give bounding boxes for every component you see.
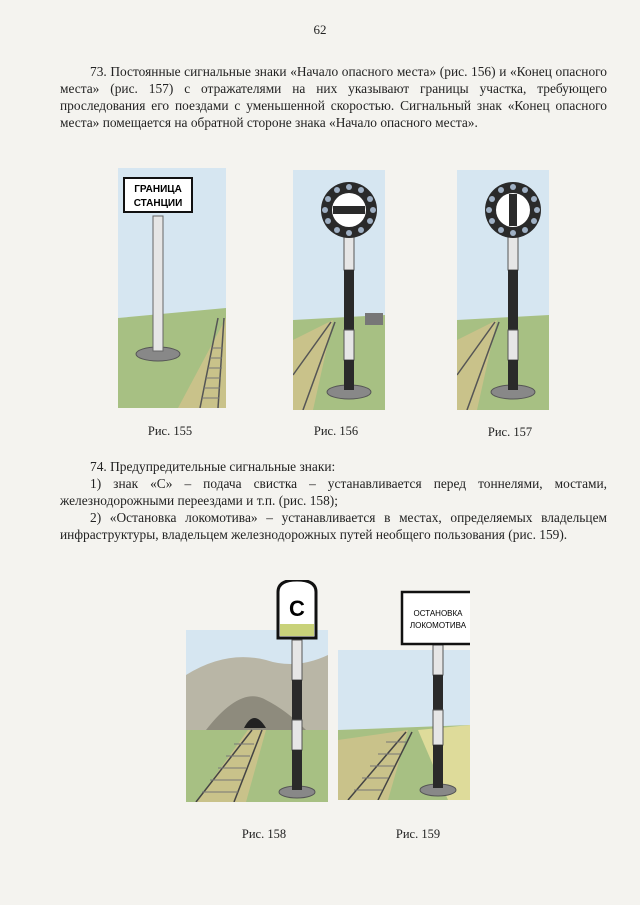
paragraph-74-item1: 1) знак «С» – подача свистка – устанавливается перед тоннелями, мостами, железнодорожными переездами и т.п. (рис. 158); [60, 476, 607, 508]
page-number: 62 [313, 22, 327, 37]
caption-157: Рис. 157 [487, 425, 533, 439]
figure-157 [457, 170, 549, 410]
figure-155 [118, 168, 226, 408]
caption-156: Рис. 156 [313, 424, 359, 438]
sign-text-line1: ГРАНИЦА [134, 184, 182, 195]
figure-159 [338, 590, 470, 800]
sign-text-line2: СТАНЦИИ [133, 198, 183, 209]
paragraph-74-item2: 2) «Остановка локомотива» – устанавливается в местах, определяемых владельцем инфраструктуры, владельцем железнодорожных путей необщего пользования (рис. 159). [60, 510, 607, 542]
figure-158 [186, 580, 328, 802]
figure-156 [293, 170, 385, 410]
caption-159: Рис. 159 [395, 827, 441, 841]
caption-158: Рис. 158 [241, 827, 287, 841]
sign-text-line1: ОСТАНОВКА [413, 609, 463, 618]
paragraph-74-heading: 74. Предупредительные сигнальные знаки: [90, 459, 336, 474]
caption-155: Рис. 155 [147, 424, 193, 438]
paragraph-73: 73. Постоянные сигнальные знаки «Начало опасного места» (рис. 156) и «Конец опасного места» (рис. 157) с отражателями на них указывают границы участка, требующего проследования его поездами с уменьшенной скоростью. Сигнальный знак «Конец опасного места» помещается на обратной стороне знака «Начало опасного места». [60, 64, 607, 130]
sign-text-line2: ЛОКОМОТИВА [409, 621, 467, 630]
sign-letter: С [289, 596, 305, 621]
